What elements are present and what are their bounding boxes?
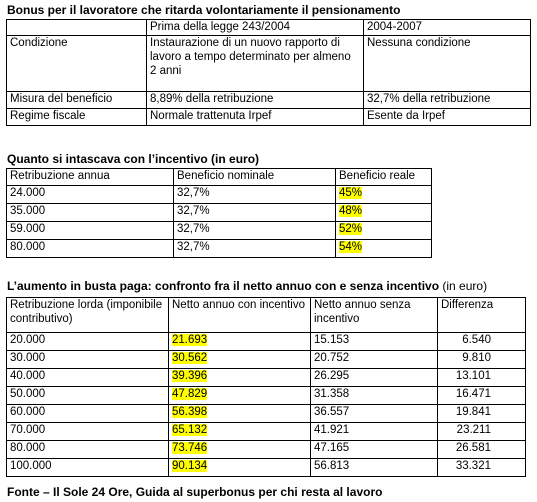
table-row [7, 92, 531, 109]
table-row [7, 423, 526, 441]
table-cell: 70.000 [7, 423, 169, 441]
table2-title: Quanto si intascava con l’incentivo (in euro) [7, 152, 260, 166]
table-row [7, 459, 526, 477]
highlighted-value: 30.562 [172, 352, 208, 364]
table-cell: 30.000 [7, 351, 169, 369]
table3-title-suffix: (in euro) [442, 279, 488, 293]
source-footer: Fonte – Il Sole 24 Ore, Guida al superbonus per chi resta al lavoro [7, 485, 383, 499]
table-header-row [7, 169, 432, 186]
table-cell [336, 204, 432, 222]
table-cell: 32,7% [174, 240, 336, 258]
table-cell: 50.000 [7, 387, 169, 405]
highlighted-value: 48% [339, 205, 363, 217]
header-cell: Prima della legge 243/2004 [147, 20, 364, 36]
highlighted-value: 21.693 [172, 334, 208, 346]
table-cell: 80.000 [7, 240, 174, 258]
table-row [7, 351, 526, 369]
table-row [7, 186, 432, 204]
table-row [7, 240, 432, 258]
table-cell [169, 351, 311, 369]
diff-value: 6.540 [462, 334, 491, 346]
row-label: Regime fiscale [7, 109, 147, 126]
highlighted-value: 73.746 [172, 442, 208, 454]
table-cell [438, 333, 526, 351]
table-cell [169, 423, 311, 441]
table-cell [169, 405, 311, 423]
table-cell [336, 186, 432, 204]
table-cell: Esente da Irpef [364, 109, 531, 126]
table-cell [438, 441, 526, 459]
table-cell: 15.153 [311, 333, 438, 351]
table-cell: 100.000 [7, 459, 169, 477]
table-cell: 32,7% [174, 204, 336, 222]
table-cell: 41.921 [311, 423, 438, 441]
table-cell [438, 459, 526, 477]
table-row [7, 405, 526, 423]
table-row [7, 204, 432, 222]
table-cell: 32,7% [174, 186, 336, 204]
diff-value: 33.321 [455, 460, 491, 472]
table-row [7, 369, 526, 387]
header-cell: Beneficio reale [336, 169, 432, 186]
highlighted-value: 52% [339, 223, 363, 235]
diff-value: 19.841 [455, 406, 491, 418]
table-row [7, 36, 531, 92]
table-cell [438, 369, 526, 387]
diff-value: 16.471 [455, 388, 491, 400]
highlighted-value: 90.134 [172, 460, 208, 472]
table-cell [438, 423, 526, 441]
header-cell: Retribuzione annua [7, 169, 174, 186]
table-header-row [7, 298, 526, 333]
table-cell [169, 459, 311, 477]
table-cell [169, 333, 311, 351]
header-cell: Differenza [438, 298, 526, 333]
table-cell: 32,7% [174, 222, 336, 240]
header-cell: Netto annuo con incentivo [169, 298, 311, 333]
diff-value: 23.211 [456, 424, 491, 436]
row-label: Condizione [7, 36, 147, 92]
table-cell: 24.000 [7, 186, 174, 204]
table3-title [7, 279, 487, 293]
table-cell [438, 387, 526, 405]
table-cell: 31.358 [311, 387, 438, 405]
table-cell [169, 369, 311, 387]
table2 [6, 168, 432, 258]
table-cell: 20.752 [311, 351, 438, 369]
table-cell: 56.813 [311, 459, 438, 477]
table-cell [336, 240, 432, 258]
diff-value: 13.101 [455, 370, 491, 382]
table-row [7, 387, 526, 405]
table1-title: Bonus per il lavoratore che ritarda volontariamente il pensionamento [7, 3, 401, 17]
table-row [7, 109, 531, 126]
table-cell: 36.557 [311, 405, 438, 423]
table-cell [438, 351, 526, 369]
table-cell: 20.000 [7, 333, 169, 351]
table-cell: 35.000 [7, 204, 174, 222]
highlighted-value: 54% [339, 241, 363, 253]
table-cell: Nessuna condizione [364, 36, 531, 92]
highlighted-value: 47.829 [172, 388, 208, 400]
table1 [6, 19, 531, 126]
table-cell: 59.000 [7, 222, 174, 240]
row-label: Misura del beneficio [7, 92, 147, 109]
table-cell [336, 222, 432, 240]
table-row [7, 333, 526, 351]
header-cell: Netto annuo senza incentivo [311, 298, 438, 333]
table-cell: 40.000 [7, 369, 169, 387]
table3-title-text: L’aumento in busta paga: confronto fra il netto annuo con e senza incentivo [7, 279, 440, 293]
highlighted-value: 56.398 [172, 406, 208, 418]
diff-value: 9.810 [462, 352, 491, 364]
table-cell: 32,7% della retribuzione [364, 92, 531, 109]
table-header-row [7, 20, 531, 36]
table-cell [438, 405, 526, 423]
header-cell: 2004-2007 [364, 20, 531, 36]
header-cell: Retribuzione lorda (imponibile contributivo) [7, 298, 169, 333]
table-cell [169, 441, 311, 459]
highlighted-value: 39.396 [172, 370, 208, 382]
highlighted-value: 65.132 [172, 424, 208, 436]
table-cell [169, 387, 311, 405]
table-cell: 26.295 [311, 369, 438, 387]
header-cell: Beneficio nominale [174, 169, 336, 186]
table-cell: 80.000 [7, 441, 169, 459]
table-cell: Normale trattenuta Irpef [147, 109, 364, 126]
table-row [7, 222, 432, 240]
table3 [6, 297, 526, 477]
diff-value: 26.581 [455, 442, 491, 454]
table-row [7, 441, 526, 459]
table-cell: 8,89% della retribuzione [147, 92, 364, 109]
header-cell [7, 20, 147, 36]
table-cell: Instaurazione di un nuovo rapporto di lavoro a tempo determinato per almeno 2 anni [147, 36, 364, 92]
highlighted-value: 45% [339, 187, 363, 199]
table-cell: 60.000 [7, 405, 169, 423]
table-cell: 47.165 [311, 441, 438, 459]
